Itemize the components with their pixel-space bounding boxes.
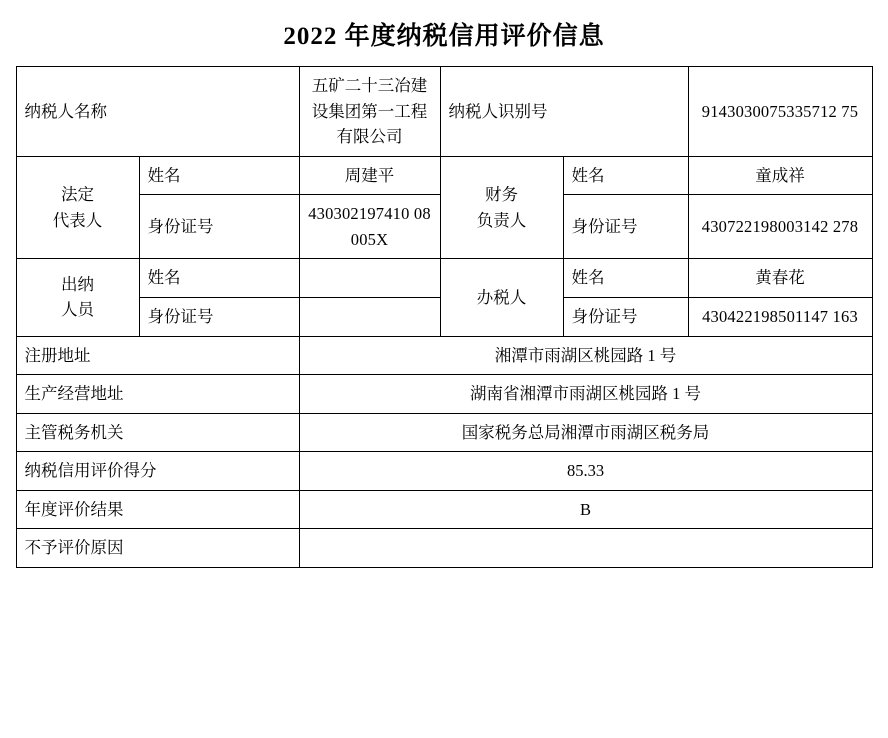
label-no-eval-reason: 不予评价原因 xyxy=(16,529,299,568)
value-tax-handler-name: 黄春花 xyxy=(688,259,872,298)
value-taxpayer-id: 9143030075335712 75 xyxy=(688,67,872,157)
label-finance-head xyxy=(440,156,563,259)
value-annual-result: B xyxy=(299,490,872,529)
label-taxpayer-id: 纳税人识别号 xyxy=(440,67,688,157)
value-taxpayer-name: 五矿二十三冶建设集团第一工程有限公司 xyxy=(299,67,440,157)
value-legal-rep-id: 430302197410 08005X xyxy=(299,195,440,259)
label-finance-head-line1: 财务 xyxy=(485,184,518,204)
label-credit-score: 纳税信用评价得分 xyxy=(16,452,299,491)
label-finance-head-line2: 负责人 xyxy=(476,210,527,230)
table-row xyxy=(16,67,872,157)
label-finance-head-name: 姓名 xyxy=(563,156,688,195)
value-finance-head-id: 430722198003142 278 xyxy=(688,195,872,259)
label-tax-authority: 主管税务机关 xyxy=(16,413,299,452)
table-row xyxy=(16,336,872,375)
label-legal-representative-line1: 法定 xyxy=(61,184,94,204)
label-taxpayer-name: 纳税人名称 xyxy=(16,67,299,157)
label-registered-address: 注册地址 xyxy=(16,336,299,375)
value-finance-head-name: 童成祥 xyxy=(688,156,872,195)
label-legal-rep-name: 姓名 xyxy=(139,156,299,195)
label-legal-representative-line2: 代表人 xyxy=(52,210,103,230)
value-registered-address: 湘潭市雨湖区桃园路 1 号 xyxy=(299,336,872,375)
table-row xyxy=(16,452,872,491)
label-cashier-line1: 出纳 xyxy=(61,274,94,294)
label-legal-representative xyxy=(16,156,139,259)
label-legal-rep-id: 身份证号 xyxy=(139,195,299,259)
table-row xyxy=(16,490,872,529)
value-credit-score: 85.33 xyxy=(299,452,872,491)
taxpayer-credit-info-table xyxy=(16,66,873,568)
label-cashier-name: 姓名 xyxy=(139,259,299,298)
value-legal-rep-name: 周建平 xyxy=(299,156,440,195)
value-business-address: 湖南省湘潭市雨湖区桃园路 1 号 xyxy=(299,375,872,414)
label-annual-result: 年度评价结果 xyxy=(16,490,299,529)
value-cashier-name xyxy=(299,259,440,298)
table-row xyxy=(16,413,872,452)
label-tax-handler: 办税人 xyxy=(440,259,563,336)
table-row xyxy=(16,156,872,195)
page-title: 2022 年度纳税信用评价信息 xyxy=(283,23,605,50)
label-tax-handler-id: 身份证号 xyxy=(563,297,688,336)
value-no-eval-reason xyxy=(299,529,872,568)
label-finance-head-id: 身份证号 xyxy=(563,195,688,259)
table-row xyxy=(16,259,872,298)
label-cashier-line2: 人员 xyxy=(61,300,94,320)
table-row xyxy=(16,529,872,568)
value-tax-authority: 国家税务总局湘潭市雨湖区税务局 xyxy=(299,413,872,452)
value-cashier-id xyxy=(299,297,440,336)
table-row xyxy=(16,375,872,414)
label-business-address: 生产经营地址 xyxy=(16,375,299,414)
value-tax-handler-id: 430422198501147 163 xyxy=(688,297,872,336)
label-tax-handler-name: 姓名 xyxy=(563,259,688,298)
label-cashier xyxy=(16,259,139,336)
label-cashier-id: 身份证号 xyxy=(139,297,299,336)
